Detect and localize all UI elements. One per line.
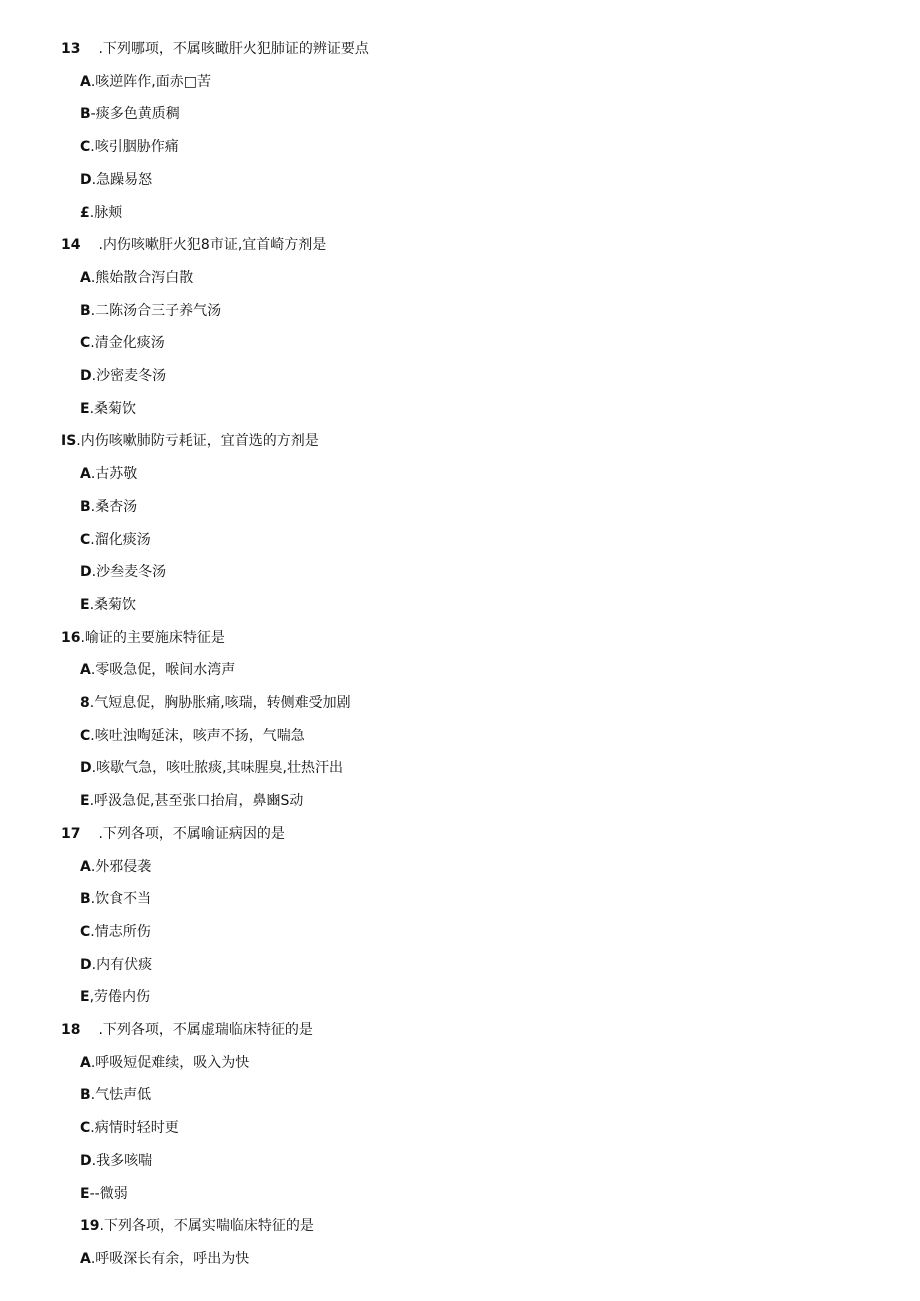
answer-option [80,727,305,745]
question-number: 18 [61,1022,81,1038]
answer-option [80,1119,179,1137]
answer-option [80,400,136,418]
option-label: D [80,368,92,384]
answer-option [80,334,165,352]
option-text: -微弱 [94,1185,128,1202]
option-separator: . [90,858,96,875]
option-separator: . [90,923,95,940]
option-text: 沙密麦冬汤 [96,368,167,384]
option-label: A [80,662,91,679]
question-stem [61,825,285,843]
question-stem [61,432,319,450]
option-text: 零吸急促，喉间水湾声 [95,662,236,679]
question-number: IS [61,433,77,450]
option-separator: . [90,727,95,744]
option-text: 熊始散合泻白散 [95,269,194,286]
option-separator: . [90,139,95,156]
answer-option [80,1054,249,1072]
option-text: 咳引胭胁作痛 [94,139,179,156]
option-text: 桑杏汤 [95,498,138,515]
option-separator: . [90,1120,95,1137]
option-text: 急躁易怒 [96,171,153,188]
option-text: 气短息促，胸胁胀痛,咳瑞，转侧难受加剧 [94,695,351,711]
question-number: 17 [61,825,81,842]
option-label: E [80,793,90,810]
option-separator: . [91,1152,97,1169]
option-label: A [80,269,91,286]
question-stem [61,629,225,647]
option-label: £ [80,204,90,221]
question-text: .下列各项，不属喻证病因的是 [98,825,285,842]
question-stem [61,236,326,254]
answer-option [80,531,151,549]
option-text: 气怯声低 [95,1087,152,1104]
option-label: D [80,956,92,973]
option-separator: . [90,662,96,679]
option-label: A [80,1250,91,1267]
answer-option [80,1250,249,1268]
question-stem [80,1217,314,1235]
option-separator: . [90,498,96,515]
option-label: E [80,989,90,1006]
option-text: 饮食不当 [95,891,152,908]
option-separator: . [91,171,97,188]
option-label: E [80,400,90,417]
option-label: B [80,891,91,908]
option-label: A [80,466,91,483]
option-separator: . [90,302,96,319]
option-label: A [80,73,91,90]
option-label: D [80,564,92,581]
answer-option [80,105,180,123]
option-separator: . [89,400,95,417]
option-text: 咳吐浊啕延沫，咳声不扬，气喘急 [94,727,305,744]
option-separator: . [91,956,97,973]
answer-option [80,792,303,810]
question-stem [61,1021,313,1039]
option-label: D [80,1152,92,1169]
answer-option [80,498,137,516]
option-text: 我多咳喘 [96,1152,153,1169]
option-text: 呼吸短促难续，吸入为快 [95,1054,250,1071]
option-separator: . [90,1054,96,1071]
option-separator: . [89,695,95,711]
option-text: 沙叁麦冬汤 [96,564,167,581]
answer-option [80,694,351,712]
option-label: C [80,335,91,352]
answer-option [80,138,179,156]
question-number: 13 [61,41,81,57]
question-text: .下列各项，不属实喘临床特征的是 [99,1218,314,1235]
question-text: .下列各项，不属虚瑞临床特征的是 [98,1022,313,1038]
option-text: 清金化痰汤 [94,335,165,352]
question-text: .内伤咳嗽肝火犯8市证,宜首崎方剂是 [98,237,327,254]
option-label: D [80,171,92,188]
answer-option [80,988,150,1006]
answer-option [80,367,166,385]
question-stem [61,40,369,58]
option-text: 呼吸深长有余，呼出为快 [95,1250,250,1267]
option-text: 病情时轻时更 [94,1120,179,1137]
question-text: .喻证的主要施床特征是 [80,629,225,646]
answer-option [80,171,152,189]
option-text: 桑菊饮 [94,400,137,417]
option-separator: . [91,760,97,777]
option-text: 脉颊 [94,204,123,221]
option-label: A [80,858,91,875]
option-separator: . [90,891,96,908]
option-label: B [80,1087,91,1104]
answer-option [80,73,211,91]
option-text: 溜化痰汤 [94,531,151,548]
answer-option [80,759,343,777]
option-text: 咳逆阵作,面赤□苦 [95,73,211,90]
option-text: 古苏敬 [95,466,138,483]
option-label: C [80,139,91,156]
question-text: .内伤咳嗽肺防亏耗证，宜首选的方剂是 [76,433,319,450]
option-text: 劳倦内伤 [94,989,151,1006]
answer-option [80,858,151,876]
question-text: .下列哪项，不属咳瞰肝火犯肺证的辨证要点 [98,41,369,57]
option-separator: . [91,564,97,581]
question-number: 14 [61,237,81,254]
option-label: C [80,1120,91,1137]
option-text: 外邪侵袭 [95,858,152,875]
option-label: 8 [80,695,90,711]
option-text: 咳歇气急，咳吐脓痰,其味腥臭,壮热汗出 [96,760,343,777]
option-label: B [80,106,91,123]
option-text: 桑菊饮 [94,596,137,613]
answer-option [80,923,151,941]
option-label: C [80,531,91,548]
option-separator: . [90,531,95,548]
option-separator: . [90,335,95,352]
answer-option [80,563,166,581]
option-separator: , [89,989,95,1006]
option-separator: . [90,1250,96,1267]
question-number: 16 [61,629,81,646]
answer-option [80,204,122,222]
option-text: 情志所伤 [94,923,151,940]
option-label: D [80,760,92,777]
answer-option [80,596,136,614]
answer-option [80,1086,151,1104]
answer-option [80,956,152,974]
answer-option [80,661,235,679]
answer-option [80,269,193,287]
option-label: C [80,727,91,744]
option-separator: . [90,466,96,483]
option-separator: - [89,1185,95,1202]
option-separator: . [89,793,95,810]
option-separator: . [90,73,96,90]
option-text: 痰多色黄质稠 [95,106,180,123]
question-number: 19 [80,1218,100,1235]
option-label: C [80,923,91,940]
option-separator: . [90,1087,96,1104]
option-label: A [80,1054,91,1071]
option-label: B [80,498,91,515]
answer-option [80,890,151,908]
answer-option [80,465,137,483]
option-label: E [80,596,90,613]
option-label: E [80,1185,90,1202]
option-separator: . [91,368,97,384]
option-separator: . [89,596,95,613]
option-separator: . [89,204,95,221]
option-text: 二陈汤合三子养气汤 [95,302,222,319]
option-label: B [80,302,91,319]
answer-option [80,302,221,320]
option-text: 内有伏痰 [96,956,153,973]
option-separator: . [90,269,96,286]
option-separator: - [90,106,96,123]
option-text: 呼汲急促,甚至张口抬肩，鼻豳S动 [94,793,304,810]
answer-option [80,1185,128,1203]
answer-option [80,1152,152,1170]
